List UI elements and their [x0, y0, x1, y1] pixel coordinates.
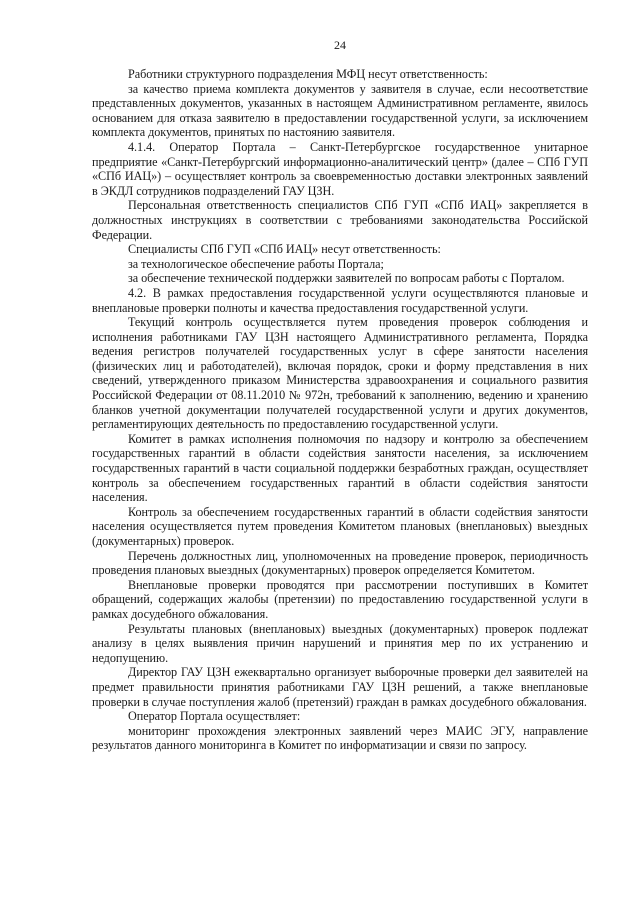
paragraph: Специалисты СПб ГУП «СПб ИАЦ» несут ответственность:: [128, 242, 441, 257]
paragraph: Комитет в рамках исполнения полномочия по надзору и контролю за обеспечением государственных гарантий в области содействия занятости населения, за исключением государственных гарантий в части социальной поддержки безработных граждан, осуществляет контроль за обеспечением государственных гарантий в области содействия занятости населения.: [92, 431, 588, 505]
page-number: 24: [334, 38, 346, 52]
paragraph: Работники структурного подразделения МФЦ несут ответственность:: [128, 67, 488, 81]
paragraph: мониторинг прохождения электронных заявлений через МАИС ЭГУ, направление результатов данного мониторинга в Комитет по информатизации и связи по запросу.: [92, 723, 588, 753]
paragraph: Результаты плановых (внеплановых) выездных (документарных) проверок подлежат анализу в целях выявления причин нарушений и принятия мер по их устранению и недопущению.: [92, 621, 588, 665]
paragraph: за качество приема комплекта документов у заявителя в случае, если несоответствие представленных документов, указанных в настоящем Административном регламенте, явилось основанием для отказа заявителю в предоставлении государственной услуги, за исключением комплекта документов, принятых по настоянию заявителя.: [92, 81, 588, 140]
document-page: [92, 38, 588, 753]
paragraph: Директор ГАУ ЦЗН ежеквартально организует выборочные проверки дел заявителей на предмет правильности принятия работниками ГАУ ЦЗН решений, а также внеплановые проверки в случае поступления жалоб (претензий) граждан в рамках досудебного обжалования.: [92, 665, 588, 709]
paragraph: 4.2. В рамках предоставления государственной услуги осуществляются плановые и внеплановые проверки полноты и качества предоставления государственной услуги.: [92, 285, 588, 315]
paragraph: 4.1.4. Оператор Портала – Санкт-Петербургское государственное унитарное предприятие «Санкт-Петербургский информационно-аналитический центр» (далее – СПб ГУП «СПб ИАЦ») – осуществляет контроль за своевременностью доставки электронных заявлений в ЭКДЛ сотрудников подразделений ГАУ ЦЗН.: [92, 139, 588, 198]
paragraph: за обеспечение технической поддержки заявителей по вопросам работы с Порталом.: [128, 271, 565, 286]
paragraph: за технологическое обеспечение работы Портала;: [128, 256, 384, 271]
paragraph: Внеплановые проверки проводятся при рассмотрении поступивших в Комитет обращений, содержащих жалобы (претензии) по предоставлению государственной услуги в рамках досудебного обжалования.: [92, 577, 588, 621]
paragraph: Текущий контроль осуществляется путем проведения проверок соблюдения и исполнения работниками ГАУ ЦЗН настоящего Административного регламента, Порядка ведения регистров получателей государственных услуг в сфере занятости населения (физических лиц и работодателей), включая порядок, сроки и форму представления в них сведений, утвержденного приказом Министерства здравоохранения и социального развития Российской Федерации от 08.11.2010 № 972н, требований к заполнению, ведению и хранению бланков учетной документации получателей государственной услуги и других документов, регламентирующих деятельность по предоставлению государственной услуги.: [92, 315, 588, 432]
paragraph: Контроль за обеспечением государственных гарантий в области содействия занятости населения осуществляется путем проведения Комитетом плановых (внеплановых) выездных (документарных) проверок.: [92, 504, 588, 548]
paragraph: Оператор Портала осуществляет:: [128, 709, 301, 724]
paragraph: Персональная ответственность специалистов СПб ГУП «СПб ИАЦ» закрепляется в должностных инструкциях в соответствии с требованиями законодательства Российской Федерации.: [92, 198, 588, 242]
document-body: [92, 67, 588, 753]
paragraph: Перечень должностных лиц, уполномоченных на проведение проверок, периодичность проведения плановых выездных (документарных) проверок определяется Комитетом.: [92, 548, 588, 578]
